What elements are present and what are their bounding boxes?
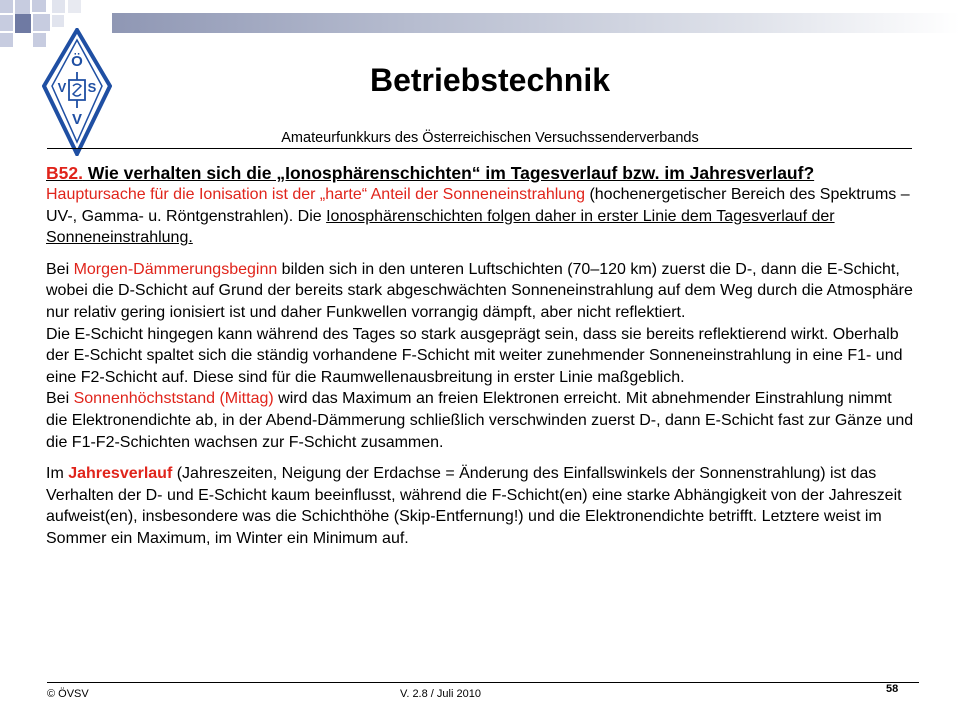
deco-square [15, 14, 31, 33]
header-gradient-bar [112, 13, 960, 33]
question-text: Wie verhalten sich die „Ionosphärenschichten“ im Tagesverlauf bzw. im Jahresverlauf? [82, 163, 815, 183]
body-text: Bei [46, 260, 74, 278]
header-divider [47, 148, 912, 149]
highlight-text: Hauptursache für die Ionisation ist der „harte“ Anteil der Sonneneinstrahlung [46, 186, 585, 203]
page-subtitle: Amateurfunkkurs des Österreichischen Versuchssenderverbands [281, 130, 699, 146]
deco-square [0, 33, 13, 47]
footer-divider [47, 682, 919, 683]
deco-square [0, 15, 13, 31]
deco-square [15, 0, 30, 15]
body-text: Im [46, 465, 69, 483]
logo-letter: S [87, 80, 97, 95]
body-text: bilden sich in den unteren Luftschichten (70–120 km) zuerst die D-, dann die E-Schicht, wobei die D-Schicht auf Grund der bereits stark abgeschwächten Sonneneinstrahlung auf dem Weg durch die Atmosphäre nur relativ gering ionisiert ist und daher Funkwellen vorrangig dämpft, aber nicht reflektiert. [46, 260, 913, 321]
deco-square [68, 0, 81, 13]
underlined-text: Ionosphärenschichten folgen daher in erster Linie dem Tagesverlauf der Sonneneinstrahlung. [46, 207, 835, 247]
body-text: (Jahreszeiten, Neigung der Erdachse = Änderung des Einfallswinkels der Sonnenstrahlung) ist das Verhalten der D- und E-Schicht kaum beeinflusst, während die F-Schicht(en) eine starke Abhängigkeit von der Jahreszeit aufweist(en), insbesondere was die Schichthöhe (Skip-Entfernung!) und die Elektronendichte betrifft. Letztere weist im Sommer ein Maximum, im Winter ein Minimum auf. [46, 465, 902, 547]
highlight-text: Jahresverlauf [68, 465, 173, 483]
highlight-text: Sonnenhöchststand (Mittag) [73, 390, 274, 408]
page-number: 58 [886, 683, 899, 695]
answer-paragraph-3: Die E-Schicht hingegen kann während des Tages so stark ausgeprägt sein, dass sie bereits reflektierend wirkt. Oberhalb der E-Schicht spaltet sich die ständig vorhandene F-Schicht mit weiter zunehmender Sonneneinstrahlung in eine F1- und eine F2-Schicht auf. Diese sind für die Raumwellenausbreitung in erster Linie maßgeblich. [46, 325, 903, 386]
answer-paragraph-1 [46, 184, 916, 249]
question-heading [46, 162, 916, 184]
highlight-text: Morgen-Dämmerungsbeginn [73, 260, 278, 278]
body-text: Bei [46, 390, 74, 408]
body-text: (hochenergetischer Bereich des Spektrums – UV-, Gamma- u. Röntgenstrahlen). Die [46, 186, 910, 225]
logo-letter: Ö [71, 53, 83, 70]
body-text: wird das Maximum an freien Elektronen erreicht. Mit abnehmender Einstrahlung nimmt die Elektronendichte ab, in der Abend-Dämmerung schließlich verschwinden zuerst D-, dann E-Schicht fast zur Gänze und die F1-F2-Schichten wachsen zur F-Schicht zusammen. [46, 390, 914, 451]
logo-letter: V [57, 80, 67, 95]
page-title: Betriebstechnik [369, 62, 611, 98]
deco-square [52, 0, 65, 13]
answer-paragraph-5 [46, 463, 916, 549]
deco-square [0, 0, 13, 13]
slide-content [46, 162, 916, 550]
answer-paragraph-2 [46, 259, 916, 324]
deco-square [32, 0, 46, 12]
footer-copyright: © ÖVSV [47, 688, 89, 700]
logo-letter: V [71, 111, 83, 128]
answer-paragraph-4 [46, 388, 916, 453]
footer-version: V. 2.8 / Juli 2010 [400, 688, 481, 700]
deco-square [52, 15, 64, 27]
question-number: B52. [46, 163, 83, 183]
